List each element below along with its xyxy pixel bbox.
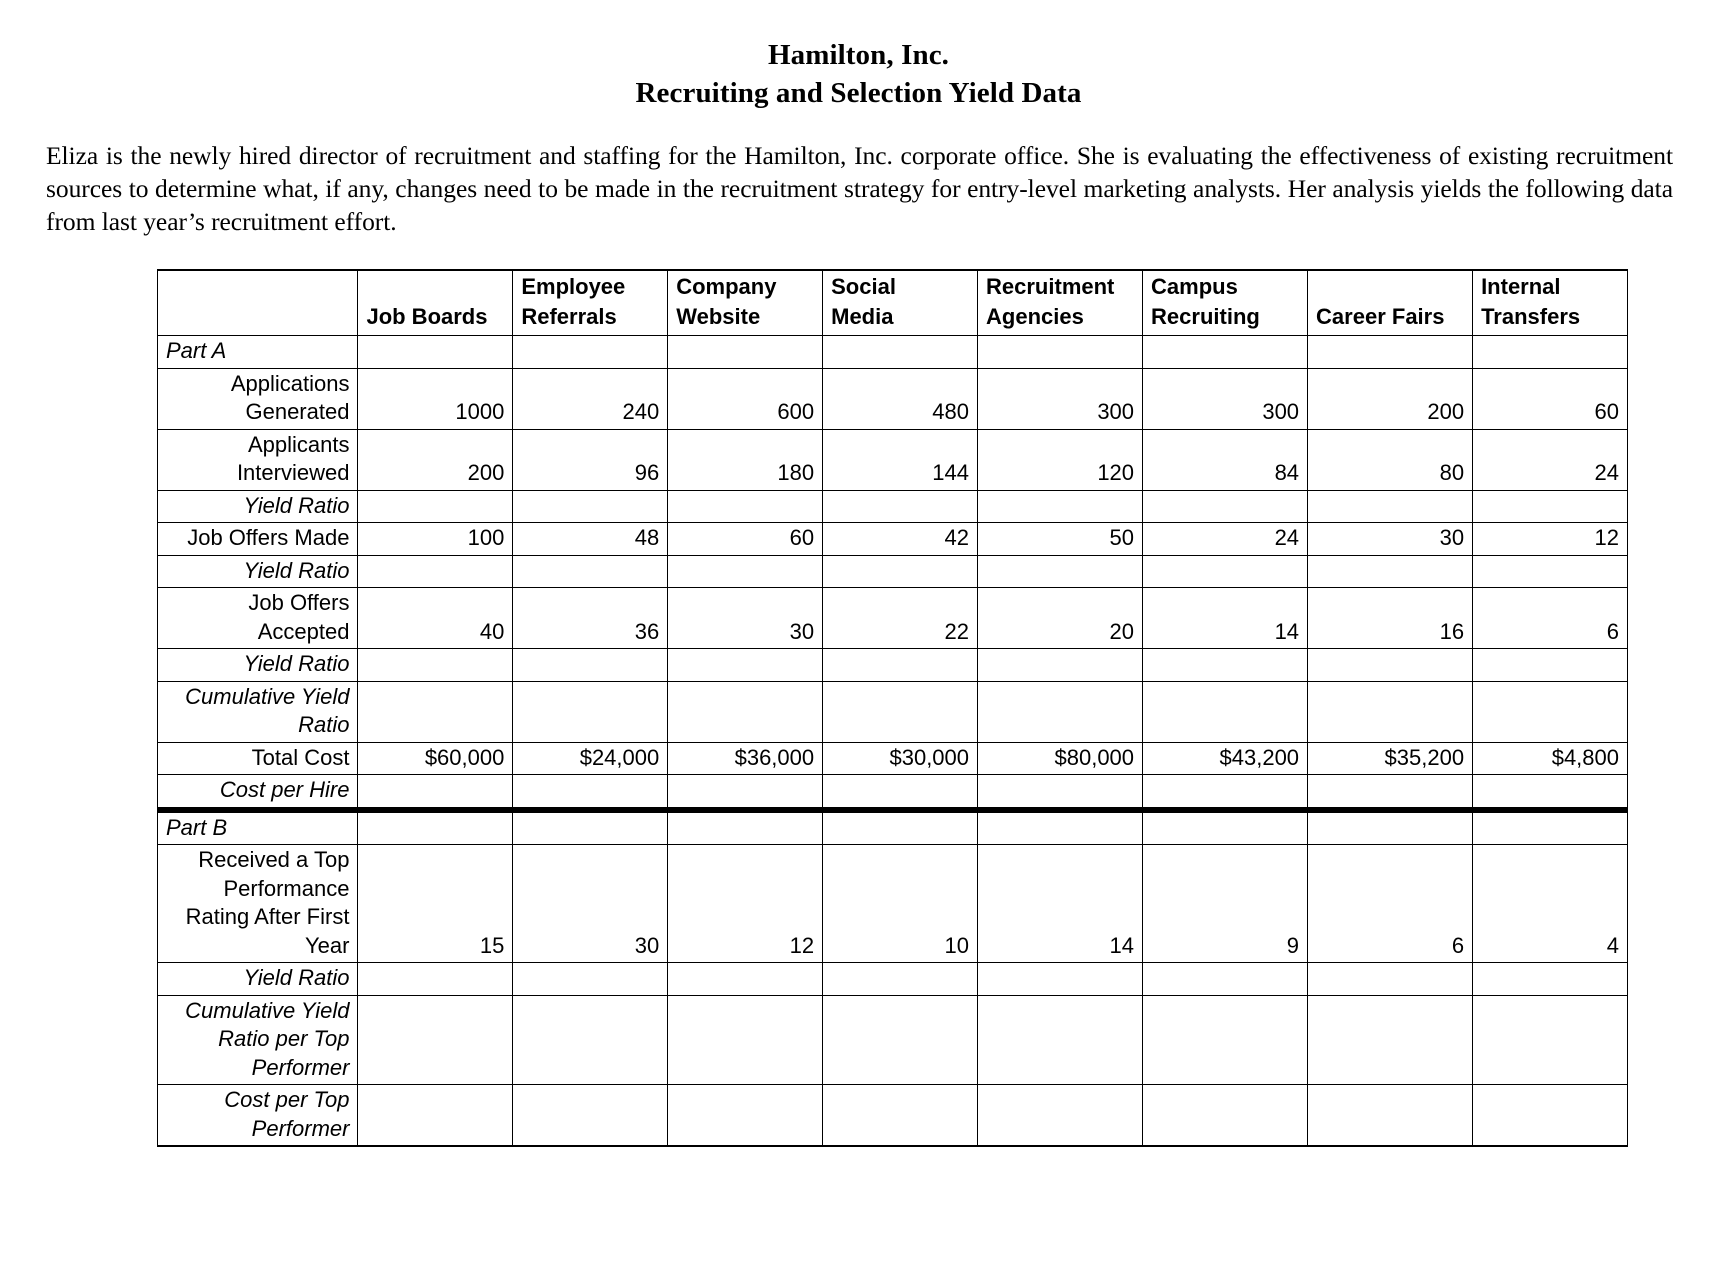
header-line-2: Agencies — [986, 304, 1084, 329]
data-cell — [1308, 963, 1473, 996]
data-cell: $4,800 — [1473, 742, 1628, 775]
data-cell — [978, 649, 1143, 682]
data-cell: 12 — [1473, 523, 1628, 556]
data-cell — [1473, 963, 1628, 996]
data-cell — [358, 336, 513, 369]
row-label: Yield Ratio — [158, 649, 358, 682]
data-cell — [1143, 336, 1308, 369]
header-line-2: Recruiting — [1151, 304, 1260, 329]
header-line-2: Transfers — [1481, 304, 1581, 329]
table-header-row — [158, 270, 1628, 336]
data-cell: 80 — [1308, 429, 1473, 490]
table-row — [158, 742, 1628, 775]
table-body — [158, 336, 1628, 1147]
data-cell — [978, 995, 1143, 1085]
data-cell — [1308, 775, 1473, 810]
column-header-campus-recruiting — [1143, 270, 1308, 336]
data-cell — [1143, 775, 1308, 810]
row-label: Yield Ratio — [158, 963, 358, 996]
data-cell — [668, 995, 823, 1085]
data-cell — [1473, 336, 1628, 369]
row-label: Cumulative Yield Ratio per Top Performer — [158, 995, 358, 1085]
data-cell: 14 — [1143, 588, 1308, 649]
data-cell — [1308, 810, 1473, 845]
row-label: Yield Ratio — [158, 490, 358, 523]
data-cell — [358, 995, 513, 1085]
data-cell — [1143, 681, 1308, 742]
section-label: Part B — [158, 810, 358, 845]
data-cell: 24 — [1143, 523, 1308, 556]
recruiting-yield-table — [157, 269, 1628, 1147]
data-cell — [668, 810, 823, 845]
data-cell: 30 — [513, 845, 668, 963]
row-label: Cost per Top Performer — [158, 1085, 358, 1147]
data-cell: 30 — [668, 588, 823, 649]
table-row — [158, 490, 1628, 523]
data-cell — [1143, 555, 1308, 588]
table-row — [158, 429, 1628, 490]
data-cell — [1308, 995, 1473, 1085]
data-cell — [513, 963, 668, 996]
row-label: Yield Ratio — [158, 555, 358, 588]
data-cell — [1308, 336, 1473, 369]
row-label: Job Offers Made — [158, 523, 358, 556]
data-cell — [1473, 995, 1628, 1085]
data-cell — [978, 336, 1143, 369]
table-row — [158, 963, 1628, 996]
data-cell: $35,200 — [1308, 742, 1473, 775]
data-cell — [1143, 995, 1308, 1085]
page-title-line-1: Hamilton, Inc. — [767, 39, 950, 71]
data-cell: 10 — [823, 845, 978, 963]
table-row — [158, 845, 1628, 963]
data-cell — [1473, 490, 1628, 523]
data-cell: 1000 — [358, 368, 513, 429]
table-row — [158, 649, 1628, 682]
data-cell: 36 — [513, 588, 668, 649]
data-cell: 4 — [1473, 845, 1628, 963]
row-label: Cumulative Yield Ratio — [158, 681, 358, 742]
data-cell — [1308, 490, 1473, 523]
data-cell: 60 — [1473, 368, 1628, 429]
table-row — [158, 810, 1628, 845]
data-cell — [358, 649, 513, 682]
row-label: Cost per Hire — [158, 775, 358, 810]
row-label: Applications Generated — [158, 368, 358, 429]
data-cell — [513, 1085, 668, 1147]
data-cell: 30 — [1308, 523, 1473, 556]
data-cell: 300 — [978, 368, 1143, 429]
header-line-2: Media — [831, 304, 894, 329]
data-cell: 480 — [823, 368, 978, 429]
data-cell: 50 — [978, 523, 1143, 556]
data-cell: 48 — [513, 523, 668, 556]
table-row — [158, 1085, 1628, 1147]
data-cell — [978, 681, 1143, 742]
data-cell: 60 — [668, 523, 823, 556]
data-cell: $60,000 — [358, 742, 513, 775]
section-label: Part A — [158, 336, 358, 369]
table-row — [158, 681, 1628, 742]
data-cell: 15 — [358, 845, 513, 963]
table-row — [158, 775, 1628, 810]
data-cell: 84 — [1143, 429, 1308, 490]
data-cell: 9 — [1143, 845, 1308, 963]
table-row — [158, 336, 1628, 369]
data-cell — [513, 336, 668, 369]
data-cell — [1473, 810, 1628, 845]
data-cell — [668, 963, 823, 996]
row-label: Received a Top Performance Rating After First Year — [158, 845, 358, 963]
data-cell: 24 — [1473, 429, 1628, 490]
data-cell — [823, 775, 978, 810]
data-cell — [1473, 1085, 1628, 1147]
data-cell — [978, 810, 1143, 845]
data-cell — [823, 336, 978, 369]
header-line-1: Recruitment — [986, 274, 1115, 299]
table-row — [158, 523, 1628, 556]
data-cell: 144 — [823, 429, 978, 490]
data-cell — [823, 490, 978, 523]
data-cell — [358, 775, 513, 810]
data-cell: 6 — [1473, 588, 1628, 649]
document-title-block — [0, 0, 1717, 112]
data-cell: 180 — [668, 429, 823, 490]
header-line-2: Referrals — [521, 304, 617, 329]
data-cell — [823, 555, 978, 588]
data-cell: 6 — [1308, 845, 1473, 963]
data-cell: 120 — [978, 429, 1143, 490]
data-cell — [1308, 649, 1473, 682]
data-cell — [1308, 681, 1473, 742]
data-cell — [668, 649, 823, 682]
data-cell: $30,000 — [823, 742, 978, 775]
data-cell: 600 — [668, 368, 823, 429]
data-cell — [513, 649, 668, 682]
data-cell — [1143, 490, 1308, 523]
page-title-line-2: Recruiting and Selection Yield Data — [635, 77, 1082, 109]
data-cell: $36,000 — [668, 742, 823, 775]
data-cell — [978, 1085, 1143, 1147]
data-cell — [1473, 649, 1628, 682]
data-cell — [978, 490, 1143, 523]
data-cell — [668, 336, 823, 369]
data-cell — [1308, 1085, 1473, 1147]
column-header-employee-referrals — [513, 270, 668, 336]
data-cell — [1143, 810, 1308, 845]
header-line-2: Career Fairs — [1316, 304, 1445, 329]
data-cell: $24,000 — [513, 742, 668, 775]
data-cell — [1308, 555, 1473, 588]
data-cell — [1473, 775, 1628, 810]
column-header-social-media — [823, 270, 978, 336]
column-header-internal-transfers — [1473, 270, 1628, 336]
header-line-2: Job Boards — [366, 304, 488, 329]
data-cell — [358, 963, 513, 996]
data-cell — [1143, 649, 1308, 682]
row-label: Job Offers Accepted — [158, 588, 358, 649]
data-cell — [668, 1085, 823, 1147]
data-cell: 42 — [823, 523, 978, 556]
data-cell — [1473, 555, 1628, 588]
data-cell — [358, 490, 513, 523]
table-row — [158, 588, 1628, 649]
data-cell: 14 — [978, 845, 1143, 963]
data-cell — [823, 649, 978, 682]
data-cell: 100 — [358, 523, 513, 556]
data-cell: 22 — [823, 588, 978, 649]
data-cell — [823, 963, 978, 996]
data-cell: $80,000 — [978, 742, 1143, 775]
data-cell — [358, 681, 513, 742]
yield-table-container — [0, 269, 1717, 1147]
data-cell: 12 — [668, 845, 823, 963]
data-cell — [668, 490, 823, 523]
table-row — [158, 995, 1628, 1085]
data-cell — [1143, 1085, 1308, 1147]
data-cell: 20 — [978, 588, 1143, 649]
data-cell — [513, 995, 668, 1085]
data-cell — [668, 775, 823, 810]
data-cell — [823, 810, 978, 845]
data-cell — [668, 681, 823, 742]
header-line-2: Website — [676, 304, 761, 329]
data-cell — [1143, 963, 1308, 996]
data-cell: 300 — [1143, 368, 1308, 429]
data-cell — [823, 995, 978, 1085]
header-line-1: Company — [676, 274, 777, 299]
header-corner-cell — [158, 270, 358, 336]
column-header-recruitment-agencies — [978, 270, 1143, 336]
data-cell — [978, 555, 1143, 588]
header-line-1: Campus — [1151, 274, 1238, 299]
data-cell — [358, 810, 513, 845]
data-cell — [513, 490, 668, 523]
header-line-1: Employee — [521, 274, 626, 299]
data-cell — [513, 810, 668, 845]
data-cell — [978, 963, 1143, 996]
data-cell — [358, 555, 513, 588]
column-header-job-boards — [358, 270, 513, 336]
data-cell — [513, 555, 668, 588]
data-cell: 200 — [358, 429, 513, 490]
data-cell — [358, 1085, 513, 1147]
data-cell: 240 — [513, 368, 668, 429]
data-cell — [823, 1085, 978, 1147]
table-row — [158, 555, 1628, 588]
data-cell — [978, 775, 1143, 810]
header-line-1: Internal — [1481, 274, 1561, 299]
table-row — [158, 368, 1628, 429]
table-head — [158, 270, 1628, 336]
data-cell — [513, 681, 668, 742]
data-cell: 40 — [358, 588, 513, 649]
column-header-career-fairs — [1308, 270, 1473, 336]
row-label: Applicants Interviewed — [158, 429, 358, 490]
intro-paragraph: Eliza is the newly hired director of recruitment and staffing for the Hamilton, Inc. corporate office. She is evaluating the effectiveness of existing recruitment sources to determine what, if any, changes need to be made in the recruitment strategy for entry-level marketing analysts. Her analysis yields the following data from last year’s recruitment effort. — [46, 141, 1673, 236]
data-cell: 16 — [1308, 588, 1473, 649]
data-cell: 96 — [513, 429, 668, 490]
data-cell — [513, 775, 668, 810]
row-label: Total Cost — [158, 742, 358, 775]
data-cell: 200 — [1308, 368, 1473, 429]
data-cell — [1473, 681, 1628, 742]
data-cell: $43,200 — [1143, 742, 1308, 775]
header-line-1: Social — [831, 274, 896, 299]
data-cell — [668, 555, 823, 588]
column-header-company-website — [668, 270, 823, 336]
data-cell — [823, 681, 978, 742]
